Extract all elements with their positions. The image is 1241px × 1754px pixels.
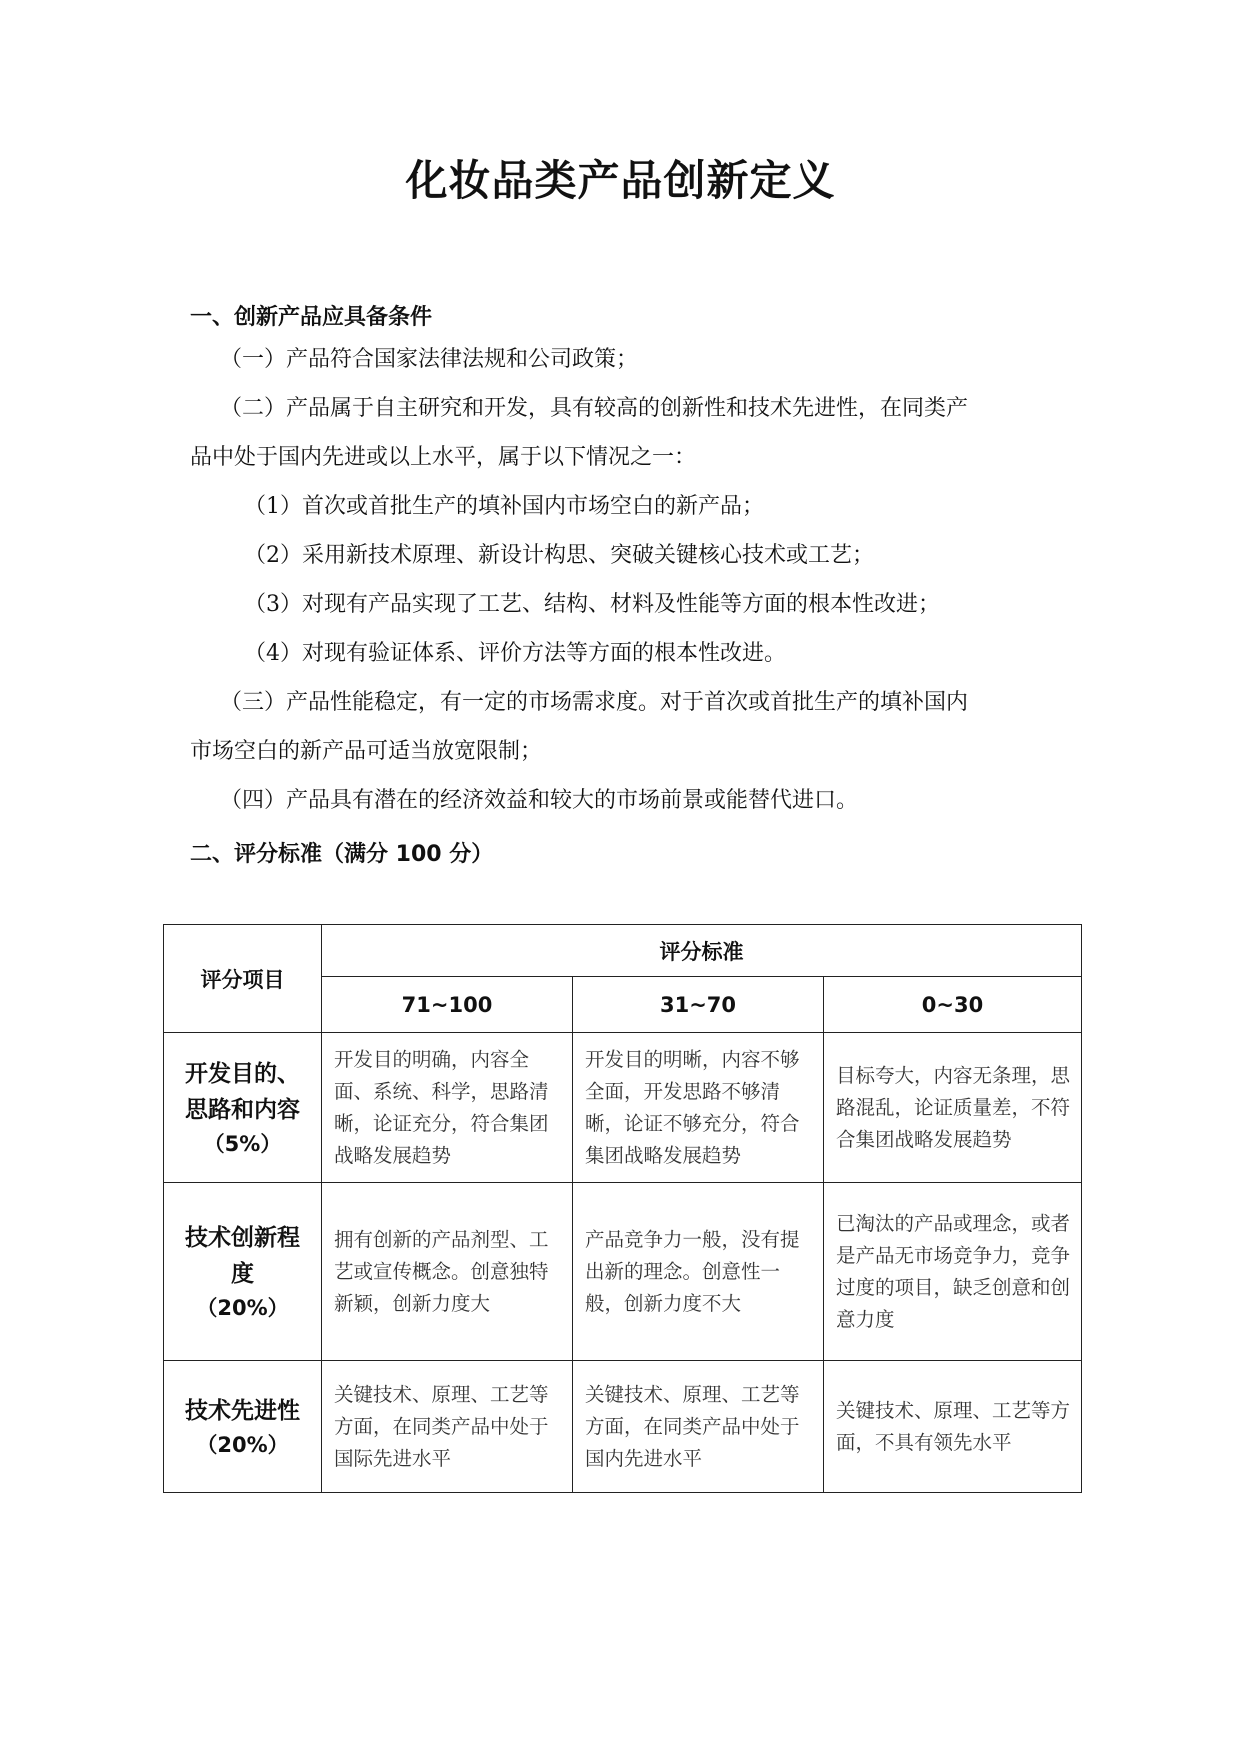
row-name-line1: 开发目的、: [185, 1060, 300, 1087]
header-standard: 评分标准: [322, 925, 1082, 977]
row-name-line1: 技术先进性: [185, 1397, 300, 1424]
subcondition-4: （4）对现有验证体系、评价方法等方面的根本性改进。: [244, 641, 786, 666]
table-row: [164, 1361, 1082, 1493]
criteria-mid: 关键技术、原理、工艺等方面，在同类产品中处于国内先进水平: [573, 1361, 824, 1493]
subcondition-1: （1）首次或首批生产的填补国内市场空白的新产品；: [244, 494, 764, 519]
criteria-mid: 产品竞争力一般，没有提出新的理念。创意性一般，创新力度不大: [573, 1183, 824, 1361]
range-high: 71~100: [322, 977, 573, 1033]
subcondition-3: （3）对现有产品实现了工艺、结构、材料及性能等方面的根本性改进；: [244, 592, 940, 617]
header-item: 评分项目: [164, 925, 322, 1033]
row-name-line1: 技术创新程: [185, 1224, 300, 1251]
row-name: [164, 1183, 322, 1361]
row-weight: （5%）: [203, 1131, 282, 1156]
condition-1: （一）产品符合国家法律法规和公司政策；: [220, 347, 639, 372]
row-weight: （20%）: [196, 1295, 289, 1320]
row-name-line2: 思路和内容: [185, 1096, 300, 1123]
criteria-low: 目标夸大，内容无条理，思路混乱，论证质量差，不符合集团战略发展趋势: [824, 1033, 1082, 1183]
condition-3-line2: 市场空白的新产品可适当放宽限制；: [190, 739, 543, 764]
table-header-row: [164, 925, 1082, 977]
table-row: [164, 1183, 1082, 1361]
section2-heading: 二、评分标准（满分 100 分）: [190, 842, 494, 867]
row-name-line2: 度: [231, 1260, 254, 1287]
criteria-high: 拥有创新的产品剂型、工艺或宣传概念。创意独特新颖，创新力度大: [322, 1183, 573, 1361]
condition-3-line1: （三）产品性能稳定，有一定的市场需求度。对于首次或首批生产的填补国内: [220, 690, 969, 715]
document-title: 化妆品类产品创新定义: [405, 156, 836, 205]
criteria-mid: 开发目的明晰，内容不够全面，开发思路不够清晰，论证不够充分，符合集团战略发展趋势: [573, 1033, 824, 1183]
criteria-high: 关键技术、原理、工艺等方面，在同类产品中处于国际先进水平: [322, 1361, 573, 1493]
section1-heading: 一、创新产品应具备条件: [190, 305, 433, 330]
subcondition-2: （2）采用新技术原理、新设计构思、突破关键核心技术或工艺；: [244, 543, 874, 568]
criteria-high: 开发目的明确，内容全面、系统、科学，思路清晰，论证充分，符合集团战略发展趋势: [322, 1033, 573, 1183]
table-row: [164, 1033, 1082, 1183]
row-name: [164, 1033, 322, 1183]
scoring-table: [163, 924, 1082, 1493]
criteria-low: 已淘汰的产品或理念，或者是产品无市场竞争力，竞争过度的项目，缺乏创意和创意力度: [824, 1183, 1082, 1361]
condition-2-line2: 品中处于国内先进或以上水平，属于以下情况之一：: [190, 445, 697, 470]
range-mid: 31~70: [573, 977, 824, 1033]
range-low: 0~30: [824, 977, 1082, 1033]
criteria-low: 关键技术、原理、工艺等方面，不具有领先水平: [824, 1361, 1082, 1493]
row-name: [164, 1361, 322, 1493]
condition-2-line1: （二）产品属于自主研究和开发，具有较高的创新性和技术先进性，在同类产: [220, 396, 969, 421]
condition-4: （四）产品具有潜在的经济效益和较大的市场前景或能替代进口。: [220, 788, 859, 813]
row-weight: （20%）: [196, 1432, 289, 1457]
